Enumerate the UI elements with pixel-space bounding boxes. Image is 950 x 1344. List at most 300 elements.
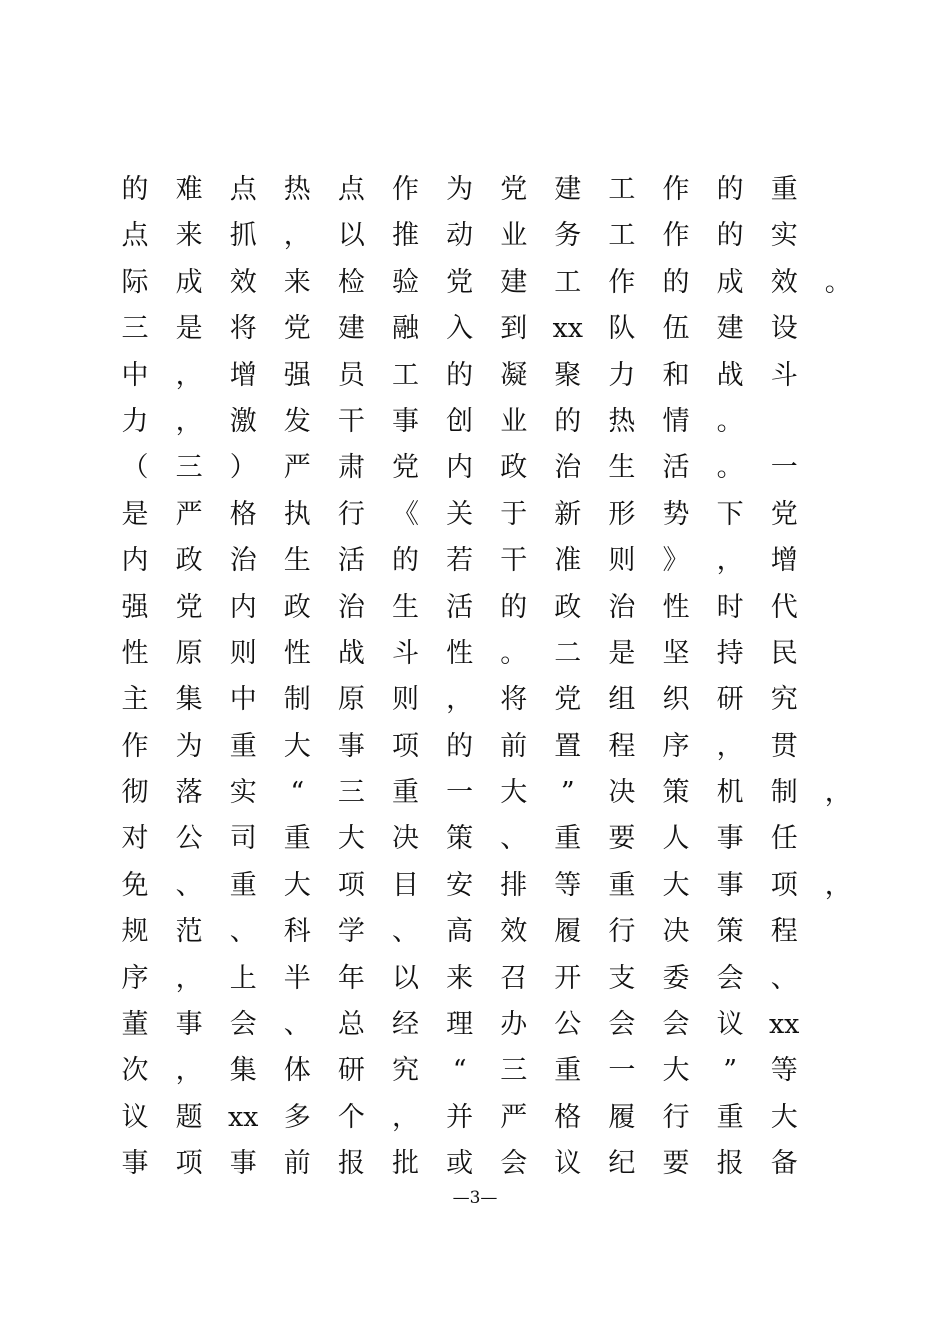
text-line — [0, 1095, 950, 1141]
text-char: ， — [283, 220, 311, 252]
text-char: 到 — [500, 313, 528, 345]
text-char: 凝 — [500, 359, 528, 391]
text-char: 程 — [608, 730, 636, 762]
text-char: 织 — [662, 684, 690, 716]
text-char: 司 — [229, 823, 257, 855]
text-char: 强 — [121, 591, 149, 623]
text-char: 工 — [608, 220, 636, 252]
text-char: 生 — [392, 591, 419, 623]
text-char: 一 — [608, 1055, 636, 1087]
text-char: 项 — [392, 730, 419, 762]
text-char: 的 — [716, 174, 744, 205]
text-line — [0, 956, 950, 1002]
text-char: ” — [560, 777, 575, 809]
text-char: 、 — [392, 916, 419, 948]
text-char: 点 — [229, 174, 257, 205]
text-char: ， — [175, 405, 203, 437]
text-char: 董 — [121, 1009, 149, 1041]
text-char: 。 — [500, 637, 528, 669]
text-char: 二 — [554, 637, 582, 669]
text-char: 委 — [662, 962, 690, 994]
text-char: 事 — [716, 823, 744, 855]
text-char: 业 — [500, 220, 528, 252]
text-char: 理 — [446, 1009, 474, 1041]
text-char: 年 — [337, 962, 365, 994]
text-char: 是 — [175, 313, 203, 345]
text-char: 实 — [770, 220, 798, 252]
text-line — [0, 631, 950, 677]
text-char: 公 — [175, 823, 203, 855]
text-char: 大 — [662, 869, 690, 901]
text-char: 工 — [392, 359, 419, 391]
text-line — [0, 1141, 950, 1187]
text-line — [0, 909, 950, 955]
text-char: 融 — [392, 313, 419, 345]
text-char: 力 — [121, 405, 149, 437]
text-char: 斗 — [770, 359, 798, 391]
text-char: 集 — [229, 1055, 257, 1087]
text-char: 事 — [337, 730, 365, 762]
text-char: 决 — [608, 777, 636, 809]
text-char: 重 — [229, 730, 257, 762]
text-char: 议 — [121, 1101, 149, 1133]
text-char: 。 — [716, 405, 744, 437]
text-char: 业 — [500, 405, 528, 437]
text-char: 序 — [662, 730, 690, 762]
text-line — [0, 863, 950, 909]
text-char: 效 — [500, 916, 528, 948]
text-char: ， — [175, 359, 203, 391]
text-char: 次 — [121, 1055, 149, 1087]
text-char: 中 — [229, 684, 257, 716]
text-char: 一 — [770, 452, 798, 484]
text-char: 则 — [229, 637, 257, 669]
text-char: 大 — [283, 730, 311, 762]
text-char: 执 — [283, 498, 311, 530]
text-char: 排 — [500, 869, 528, 901]
text-char: 究 — [392, 1055, 419, 1087]
text-char: 研 — [337, 1055, 365, 1087]
text-char: 学 — [337, 916, 365, 948]
text-char: 来 — [446, 962, 474, 994]
text-char: 格 — [229, 498, 257, 530]
text-char: 员 — [337, 359, 365, 391]
text-char: xx — [552, 313, 584, 345]
text-char: 一 — [446, 777, 474, 809]
text-char: 党 — [392, 452, 419, 484]
text-char: 中 — [121, 359, 149, 391]
text-char: 活 — [337, 545, 365, 577]
text-char: 经 — [392, 1009, 419, 1041]
text-char: 是 — [121, 498, 149, 530]
text-char: 序 — [121, 962, 149, 994]
text-char: 难 — [175, 174, 203, 205]
text-char: 活 — [662, 452, 690, 484]
text-char: 贯 — [770, 730, 798, 762]
text-char: 重 — [554, 823, 582, 855]
text-line — [0, 724, 950, 770]
text-char: 效 — [229, 266, 257, 298]
text-char: 强 — [283, 359, 311, 391]
text-char: 、 — [283, 1009, 311, 1041]
text-char: 上 — [229, 962, 257, 994]
text-char: 干 — [500, 545, 528, 577]
text-char: 体 — [283, 1055, 311, 1087]
text-char: 党 — [175, 591, 203, 623]
text-char: 事 — [121, 1148, 149, 1180]
text-char: 三 — [175, 452, 203, 484]
text-char: 作 — [608, 266, 636, 298]
text-char: 党 — [283, 313, 311, 345]
text-char: 备 — [770, 1148, 798, 1180]
text-char: 、 — [229, 916, 257, 948]
text-char: 作 — [662, 174, 690, 205]
text-char: 范 — [175, 916, 203, 948]
text-char: 重 — [554, 1055, 582, 1087]
text-char: 集 — [175, 684, 203, 716]
text-char: 的 — [446, 730, 474, 762]
text-char: 人 — [662, 823, 690, 855]
text-char: 公 — [554, 1009, 582, 1041]
text-char: ， — [824, 777, 852, 809]
text-char: 项 — [337, 869, 365, 901]
text-char: 事 — [175, 1009, 203, 1041]
text-line — [0, 585, 950, 631]
text-char: 作 — [121, 730, 149, 762]
text-char: ， — [824, 869, 852, 901]
text-char: 《 — [392, 498, 419, 530]
text-char: 建 — [716, 313, 744, 345]
text-char: 决 — [662, 916, 690, 948]
text-char: 严 — [175, 498, 203, 530]
text-char: ） — [229, 452, 257, 484]
text-line — [0, 1002, 950, 1048]
text-char: 党 — [554, 684, 582, 716]
body-text — [0, 167, 950, 1188]
text-char: 将 — [229, 313, 257, 345]
text-char: 建 — [554, 174, 582, 205]
text-char: 来 — [175, 220, 203, 252]
text-char: 坚 — [662, 637, 690, 669]
text-char: 并 — [446, 1101, 474, 1133]
text-char: 入 — [446, 313, 474, 345]
text-char: 事 — [392, 405, 419, 437]
text-char: 的 — [500, 591, 528, 623]
text-char: 将 — [500, 684, 528, 716]
text-char: 党 — [500, 174, 528, 205]
text-char: 设 — [770, 313, 798, 345]
text-char: ” — [723, 1055, 737, 1087]
text-line — [0, 770, 950, 816]
text-char: 政 — [175, 545, 203, 577]
text-char: 批 — [392, 1148, 419, 1180]
text-char: 组 — [608, 684, 636, 716]
text-char: 政 — [500, 452, 528, 484]
text-char: 开 — [554, 962, 582, 994]
text-char: 大 — [283, 869, 311, 901]
text-char: 议 — [554, 1148, 582, 1180]
text-char: 以 — [337, 220, 365, 252]
text-char: 置 — [554, 730, 582, 762]
text-char: 则 — [608, 545, 636, 577]
text-char: ， — [175, 1055, 203, 1087]
text-char: 三 — [337, 777, 365, 809]
text-line — [0, 306, 950, 352]
text-char: 新 — [554, 498, 582, 530]
text-char: 来 — [283, 266, 311, 298]
text-char: 战 — [716, 359, 744, 391]
text-char: 会 — [662, 1009, 690, 1041]
text-char: 政 — [554, 591, 582, 623]
text-char: 免 — [121, 869, 149, 901]
text-char: 大 — [500, 777, 528, 809]
text-char: 会 — [716, 962, 744, 994]
text-char: 务 — [554, 220, 582, 252]
text-char: 形 — [608, 498, 636, 530]
text-char: 性 — [446, 637, 474, 669]
text-char: 重 — [229, 869, 257, 901]
text-char: 的 — [392, 545, 419, 577]
text-char: 事 — [229, 1148, 257, 1180]
text-char: 生 — [283, 545, 311, 577]
text-char: 动 — [446, 220, 474, 252]
text-char: 的 — [554, 405, 582, 437]
text-char: 政 — [283, 591, 311, 623]
text-char: 科 — [283, 916, 311, 948]
text-char: ， — [716, 545, 744, 577]
text-char: 的 — [716, 220, 744, 252]
text-char: 成 — [716, 266, 744, 298]
text-char: ， — [446, 684, 474, 716]
text-char: 彻 — [121, 777, 149, 809]
text-char: 。 — [716, 452, 744, 484]
text-char: 高 — [446, 916, 474, 948]
text-char: 战 — [337, 637, 365, 669]
text-char: 报 — [716, 1148, 744, 1180]
text-char: 干 — [337, 405, 365, 437]
text-char: 建 — [500, 266, 528, 298]
text-char: 等 — [770, 1055, 798, 1087]
text-char: 持 — [716, 637, 744, 669]
text-char: 增 — [770, 545, 798, 577]
text-char: 下 — [716, 498, 744, 530]
text-char: 力 — [608, 359, 636, 391]
text-char: xx — [768, 1009, 800, 1041]
text-char: 程 — [770, 916, 798, 948]
text-char: 等 — [554, 869, 582, 901]
text-char: 热 — [283, 174, 311, 205]
text-char: 、 — [175, 869, 203, 901]
text-char: 肃 — [337, 452, 365, 484]
text-char: 性 — [121, 637, 149, 669]
text-char: 生 — [608, 452, 636, 484]
text-char: 行 — [337, 498, 365, 530]
text-char: 党 — [770, 498, 798, 530]
text-char: 检 — [337, 266, 365, 298]
text-char: 题 — [175, 1101, 203, 1133]
text-char: 重 — [283, 823, 311, 855]
text-char: 党 — [446, 266, 474, 298]
text-char: 支 — [608, 962, 636, 994]
text-char: 半 — [283, 962, 311, 994]
text-char: 召 — [500, 962, 528, 994]
text-char: 是 — [608, 637, 636, 669]
text-char: 内 — [121, 545, 149, 577]
text-char: 伍 — [662, 313, 690, 345]
text-line — [0, 399, 950, 445]
text-char: 大 — [662, 1055, 690, 1087]
text-char: 于 — [500, 498, 528, 530]
text-char: 重 — [770, 174, 798, 205]
text-char: 行 — [608, 916, 636, 948]
text-char: 会 — [500, 1148, 528, 1180]
text-char: 治 — [608, 591, 636, 623]
text-char: 发 — [283, 405, 311, 437]
text-char: 大 — [770, 1101, 798, 1133]
text-char: 三 — [500, 1055, 528, 1087]
text-char: 事 — [716, 869, 744, 901]
text-char: （ — [121, 452, 149, 484]
text-line — [0, 677, 950, 723]
text-char: 规 — [121, 916, 149, 948]
text-char: 和 — [662, 359, 690, 391]
text-char: 为 — [175, 730, 203, 762]
text-char: 落 — [175, 777, 203, 809]
text-char: 履 — [554, 916, 582, 948]
text-char: 实 — [229, 777, 257, 809]
text-char: 则 — [392, 684, 419, 716]
text-char: 纪 — [608, 1148, 636, 1180]
text-char: 对 — [121, 823, 149, 855]
text-char: 性 — [283, 637, 311, 669]
text-char: 》 — [662, 545, 690, 577]
text-char: 斗 — [392, 637, 419, 669]
text-char: 若 — [446, 545, 474, 577]
text-char: 主 — [121, 684, 149, 716]
text-char: “ — [452, 1055, 467, 1087]
text-line — [0, 353, 950, 399]
text-char: 激 — [229, 405, 257, 437]
text-char: 策 — [662, 777, 690, 809]
text-char: xx — [227, 1101, 259, 1133]
text-char: 性 — [662, 591, 690, 623]
text-char: 增 — [229, 359, 257, 391]
text-char: 点 — [337, 174, 365, 205]
text-line — [0, 1048, 950, 1094]
text-char: 或 — [446, 1148, 474, 1180]
text-char: 。 — [824, 266, 852, 298]
text-char: ， — [392, 1101, 419, 1133]
text-char: 工 — [608, 174, 636, 205]
text-char: 格 — [554, 1101, 582, 1133]
text-char: 创 — [446, 405, 474, 437]
text-char: 成 — [175, 266, 203, 298]
text-char: 建 — [337, 313, 365, 345]
text-char: 际 — [121, 266, 149, 298]
text-char: 准 — [554, 545, 582, 577]
text-char: 个 — [337, 1101, 365, 1133]
text-line — [0, 538, 950, 584]
text-char: 研 — [716, 684, 744, 716]
text-char: 会 — [229, 1009, 257, 1041]
text-char: ， — [175, 962, 203, 994]
text-char: 目 — [392, 869, 419, 901]
text-char: 大 — [337, 823, 365, 855]
text-char: 、 — [770, 962, 798, 994]
text-char: 治 — [337, 591, 365, 623]
text-char: 的 — [121, 174, 149, 205]
text-char: 推 — [392, 220, 419, 252]
text-char: 项 — [770, 869, 798, 901]
text-char: 重 — [716, 1101, 744, 1133]
text-char: 势 — [662, 498, 690, 530]
text-char: 效 — [770, 266, 798, 298]
text-char: 严 — [500, 1101, 528, 1133]
text-char: 议 — [716, 1009, 744, 1041]
text-char: 时 — [716, 591, 744, 623]
text-line — [0, 492, 950, 538]
text-char: 三 — [121, 313, 149, 345]
text-char: 治 — [229, 545, 257, 577]
text-char: 机 — [716, 777, 744, 809]
text-char: 项 — [175, 1148, 203, 1180]
text-char: 、 — [500, 823, 528, 855]
text-char: 原 — [337, 684, 365, 716]
text-char: 要 — [662, 1148, 690, 1180]
text-char: 作 — [392, 174, 419, 205]
text-char: 任 — [770, 823, 798, 855]
text-char: ， — [716, 730, 744, 762]
text-char: 决 — [392, 823, 419, 855]
text-char: 队 — [608, 313, 636, 345]
text-char: 会 — [608, 1009, 636, 1041]
text-char: 行 — [662, 1101, 690, 1133]
text-char: 的 — [446, 359, 474, 391]
text-char: 重 — [392, 777, 419, 809]
text-char: 活 — [446, 591, 474, 623]
text-char: 策 — [716, 916, 744, 948]
text-char: 内 — [446, 452, 474, 484]
text-line — [0, 445, 950, 491]
text-line — [0, 816, 950, 862]
text-char: 治 — [554, 452, 582, 484]
text-line — [0, 213, 950, 259]
text-char: 制 — [770, 777, 798, 809]
text-char: 制 — [283, 684, 311, 716]
text-char: 报 — [337, 1148, 365, 1180]
text-char: 重 — [608, 869, 636, 901]
text-char: 工 — [554, 266, 582, 298]
text-char: 点 — [121, 220, 149, 252]
page-number: —3— — [452, 1188, 498, 1208]
text-char: 验 — [392, 266, 419, 298]
text-char: 关 — [446, 498, 474, 530]
text-char: 前 — [283, 1148, 311, 1180]
text-char: 履 — [608, 1101, 636, 1133]
text-char: “ — [290, 777, 305, 809]
text-char: 究 — [770, 684, 798, 716]
text-char: 以 — [392, 962, 419, 994]
text-char: 严 — [283, 452, 311, 484]
text-char: 要 — [608, 823, 636, 855]
text-line — [0, 260, 950, 306]
text-char: 策 — [446, 823, 474, 855]
text-char: 办 — [500, 1009, 528, 1041]
text-char: 热 — [608, 405, 636, 437]
text-char: 的 — [662, 266, 690, 298]
text-char: 前 — [500, 730, 528, 762]
text-char: 情 — [662, 405, 690, 437]
